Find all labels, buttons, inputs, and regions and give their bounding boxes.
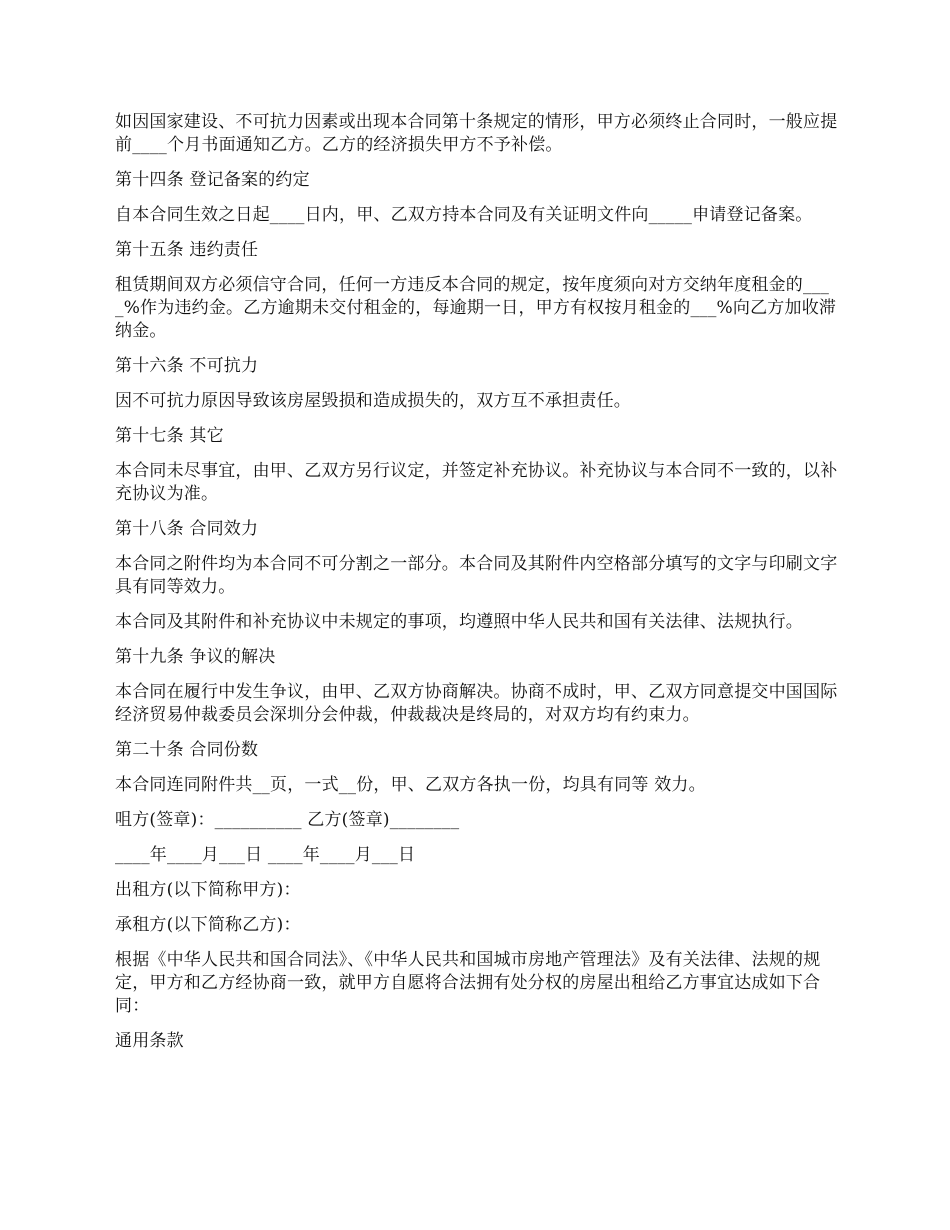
paragraph-applicable-law: 本合同及其附件和补充协议中未规定的事项，均遵照中华人民共和国有关法律、法规执行。 <box>115 612 803 632</box>
paragraph-other-matters: 本合同未尽事宜，由甲、乙双方另行议定，并签定补充协议。补充协议与本合同不一致的，以补充协议为准。 <box>115 461 838 504</box>
heading-article-17: 第十七条 其它 <box>115 426 224 446</box>
date-line: ____年____月___日 ____年____月___日 <box>115 845 416 865</box>
paragraph-breach-liability: 租赁期间双方必须信守合同，任何一方违反本合同的规定，按年度须向对方交纳年度租金的____%作为违约金。乙方逾期未交付租金的，每逾期一日，甲方有权按月租金的___%向乙方加收滞纳金。 <box>115 275 837 341</box>
lessee-label: 承租方(以下简称乙方)： <box>115 915 301 935</box>
heading-article-20: 第二十条 合同份数 <box>115 740 259 760</box>
paragraph-termination-notice: 如因国家建设、不可抗力因素或出现本合同第十条规定的情形，甲方必须终止合同时，一般应提前____个月书面通知乙方。乙方的经济损失甲方不予补偿。 <box>115 112 838 155</box>
heading-article-14: 第十四条 登记备案的约定 <box>115 170 310 190</box>
document-page <box>115 111 845 1065</box>
heading-article-19: 第十九条 争议的解决 <box>115 647 276 667</box>
heading-article-18: 第十八条 合同效力 <box>115 519 259 539</box>
signature-line: 咀方(签章)：__________ 乙方(签章)________ <box>115 810 460 830</box>
heading-article-15: 第十五条 违约责任 <box>115 240 259 260</box>
lessor-label: 出租方(以下简称甲方)： <box>115 880 301 900</box>
paragraph-preamble: 根据《中华人民共和国合同法》、《中华人民共和国城市房地产管理法》及有关法律、法规的规定，甲方和乙方经协商一致，就甲方自愿将合法拥有处分权的房屋出租给乙方事宜达成如下合同： <box>115 950 821 1016</box>
heading-article-16: 第十六条 不可抗力 <box>115 356 259 376</box>
paragraph-force-majeure: 因不可抗力原因导致该房屋毁损和造成损失的，双方互不承担责任。 <box>115 391 631 411</box>
paragraph-copies: 本合同连同附件共__页，一式__份，甲、乙双方各执一份，均具有同等 效力。 <box>115 775 706 795</box>
heading-general-terms: 通用条款 <box>115 1031 184 1051</box>
paragraph-dispute-resolution: 本合同在履行中发生争议，由甲、乙双方协商解决。协商不成时，甲、乙双方同意提交中国国际经济贸易仲裁委员会深圳分会仲裁，仲裁裁决是终局的，对双方均有约束力。 <box>115 682 838 725</box>
paragraph-annex-validity: 本合同之附件均为本合同不可分割之一部分。本合同及其附件内空格部分填写的文字与印刷文字具有同等效力。 <box>115 554 838 597</box>
paragraph-registration: 自本合同生效之日起____日内，甲、乙双方持本合同及有关证明文件向_____申请登记备案。 <box>115 205 813 225</box>
